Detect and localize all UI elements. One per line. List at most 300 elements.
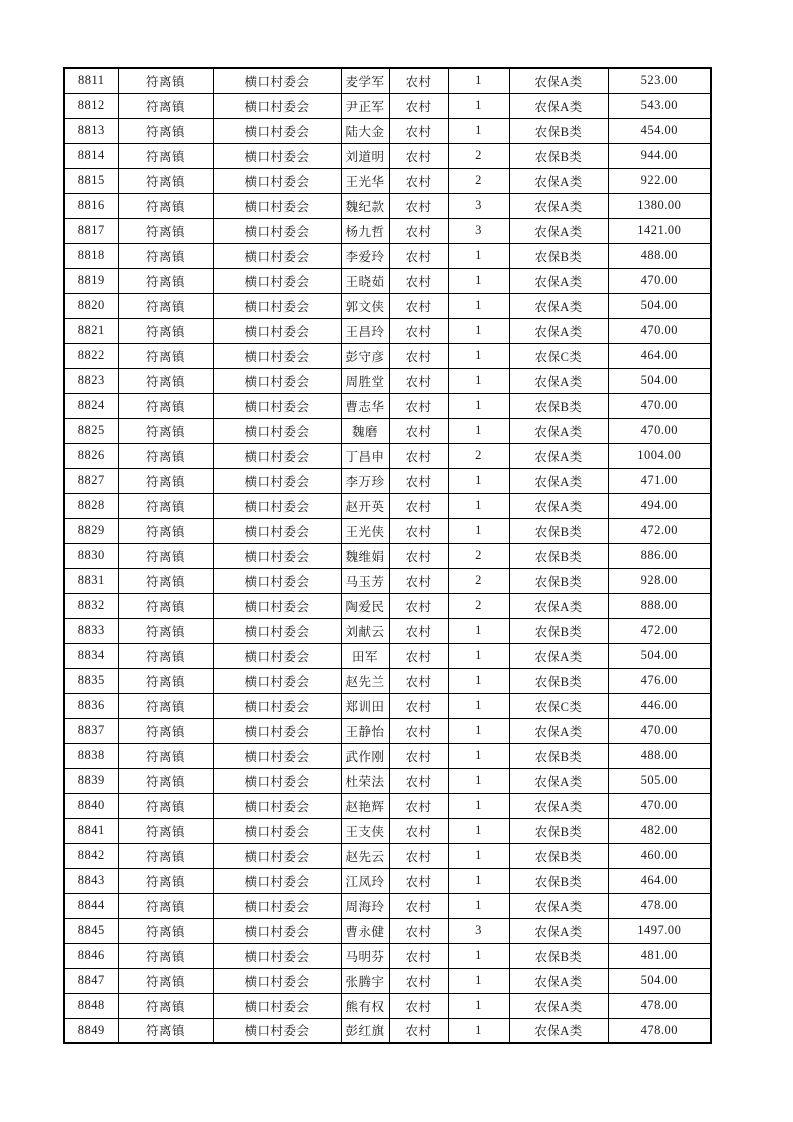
cell-household-type: 农村	[389, 118, 448, 143]
cell-town: 符离镇	[118, 118, 213, 143]
cell-town: 符离镇	[118, 668, 213, 693]
cell-insurance-category: 农保B类	[509, 743, 608, 768]
cell-town: 符离镇	[118, 643, 213, 668]
cell-sequence-number: 8836	[64, 693, 118, 718]
cell-person-name: 赵艳辉	[341, 793, 389, 818]
cell-village-committee: 横口村委会	[213, 643, 341, 668]
cell-village-committee: 横口村委会	[213, 243, 341, 268]
cell-amount: 470.00	[608, 793, 711, 818]
cell-village-committee: 横口村委会	[213, 418, 341, 443]
cell-person-name: 曹志华	[341, 393, 389, 418]
cell-person-name: 彭红旗	[341, 1018, 389, 1043]
cell-village-committee: 横口村委会	[213, 793, 341, 818]
cell-household-type: 农村	[389, 168, 448, 193]
cell-sequence-number: 8824	[64, 393, 118, 418]
cell-sequence-number: 8843	[64, 868, 118, 893]
cell-amount: 504.00	[608, 368, 711, 393]
cell-insurance-category: 农保A类	[509, 93, 608, 118]
cell-village-committee: 横口村委会	[213, 93, 341, 118]
cell-sequence-number: 8811	[64, 68, 118, 93]
cell-household-type: 农村	[389, 268, 448, 293]
table-row	[64, 293, 711, 318]
cell-sequence-number: 8814	[64, 143, 118, 168]
cell-village-committee: 横口村委会	[213, 618, 341, 643]
cell-village-committee: 横口村委会	[213, 568, 341, 593]
cell-amount: 470.00	[608, 393, 711, 418]
cell-person-name: 麦学军	[341, 68, 389, 93]
cell-person-count: 1	[448, 343, 509, 368]
cell-village-committee: 横口村委会	[213, 1018, 341, 1043]
cell-town: 符离镇	[118, 1018, 213, 1043]
cell-sequence-number: 8828	[64, 493, 118, 518]
cell-amount: 471.00	[608, 468, 711, 493]
cell-amount: 1497.00	[608, 918, 711, 943]
cell-person-name: 魏磨	[341, 418, 389, 443]
cell-village-committee: 横口村委会	[213, 718, 341, 743]
cell-household-type: 农村	[389, 918, 448, 943]
cell-town: 符离镇	[118, 343, 213, 368]
cell-household-type: 农村	[389, 443, 448, 468]
cell-sequence-number: 8832	[64, 593, 118, 618]
cell-person-name: 杜荣法	[341, 768, 389, 793]
cell-household-type: 农村	[389, 218, 448, 243]
table-row	[64, 93, 711, 118]
cell-insurance-category: 农保A类	[509, 218, 608, 243]
cell-amount: 470.00	[608, 418, 711, 443]
cell-household-type: 农村	[389, 518, 448, 543]
cell-village-committee: 横口村委会	[213, 118, 341, 143]
cell-town: 符离镇	[118, 568, 213, 593]
table-row	[64, 893, 711, 918]
cell-amount: 482.00	[608, 818, 711, 843]
table-row	[64, 568, 711, 593]
cell-sequence-number: 8846	[64, 943, 118, 968]
cell-insurance-category: 农保A类	[509, 318, 608, 343]
cell-amount: 476.00	[608, 668, 711, 693]
cell-insurance-category: 农保B类	[509, 143, 608, 168]
cell-person-count: 1	[448, 768, 509, 793]
cell-person-name: 马玉芳	[341, 568, 389, 593]
cell-sequence-number: 8817	[64, 218, 118, 243]
table-row	[64, 668, 711, 693]
cell-village-committee: 横口村委会	[213, 268, 341, 293]
cell-town: 符离镇	[118, 393, 213, 418]
cell-town: 符离镇	[118, 443, 213, 468]
cell-town: 符离镇	[118, 843, 213, 868]
cell-household-type: 农村	[389, 543, 448, 568]
cell-amount: 464.00	[608, 868, 711, 893]
welfare-payment-table	[63, 67, 712, 1044]
cell-person-count: 1	[448, 693, 509, 718]
cell-person-name: 江凤玲	[341, 868, 389, 893]
cell-village-committee: 横口村委会	[213, 343, 341, 368]
cell-person-count: 1	[448, 968, 509, 993]
cell-person-name: 赵先兰	[341, 668, 389, 693]
cell-person-count: 1	[448, 818, 509, 843]
cell-insurance-category: 农保B类	[509, 818, 608, 843]
cell-town: 符离镇	[118, 893, 213, 918]
cell-village-committee: 横口村委会	[213, 943, 341, 968]
cell-town: 符离镇	[118, 818, 213, 843]
cell-person-count: 1	[448, 418, 509, 443]
cell-town: 符离镇	[118, 943, 213, 968]
cell-person-name: 彭守彦	[341, 343, 389, 368]
cell-person-name: 丁昌申	[341, 443, 389, 468]
cell-amount: 523.00	[608, 68, 711, 93]
cell-household-type: 农村	[389, 93, 448, 118]
table-row	[64, 368, 711, 393]
cell-insurance-category: 农保A类	[509, 1018, 608, 1043]
cell-person-count: 3	[448, 218, 509, 243]
cell-household-type: 农村	[389, 468, 448, 493]
cell-sequence-number: 8831	[64, 568, 118, 593]
cell-insurance-category: 农保B类	[509, 518, 608, 543]
cell-insurance-category: 农保A类	[509, 968, 608, 993]
cell-town: 符离镇	[118, 68, 213, 93]
cell-person-name: 熊有权	[341, 993, 389, 1018]
cell-sequence-number: 8823	[64, 368, 118, 393]
cell-insurance-category: 农保A类	[509, 593, 608, 618]
cell-insurance-category: 农保A类	[509, 493, 608, 518]
cell-household-type: 农村	[389, 593, 448, 618]
table-row	[64, 493, 711, 518]
cell-sequence-number: 8840	[64, 793, 118, 818]
cell-person-name: 刘献云	[341, 618, 389, 643]
cell-village-committee: 横口村委会	[213, 893, 341, 918]
cell-insurance-category: 农保C类	[509, 343, 608, 368]
cell-amount: 472.00	[608, 618, 711, 643]
cell-village-committee: 横口村委会	[213, 318, 341, 343]
cell-town: 符离镇	[118, 418, 213, 443]
cell-person-name: 魏纪款	[341, 193, 389, 218]
cell-person-count: 1	[448, 943, 509, 968]
cell-town: 符离镇	[118, 968, 213, 993]
table-row	[64, 318, 711, 343]
cell-person-name: 魏维娟	[341, 543, 389, 568]
cell-town: 符离镇	[118, 243, 213, 268]
cell-household-type: 农村	[389, 68, 448, 93]
cell-person-name: 武作刚	[341, 743, 389, 768]
cell-household-type: 农村	[389, 243, 448, 268]
cell-person-count: 1	[448, 493, 509, 518]
cell-insurance-category: 农保A类	[509, 293, 608, 318]
cell-person-count: 2	[448, 543, 509, 568]
cell-town: 符离镇	[118, 293, 213, 318]
cell-town: 符离镇	[118, 518, 213, 543]
cell-person-count: 1	[448, 1018, 509, 1043]
table-row	[64, 193, 711, 218]
cell-household-type: 农村	[389, 968, 448, 993]
cell-town: 符离镇	[118, 93, 213, 118]
table-row	[64, 643, 711, 668]
cell-person-name: 王静怡	[341, 718, 389, 743]
table-row	[64, 868, 711, 893]
cell-insurance-category: 农保B类	[509, 843, 608, 868]
cell-sequence-number: 8818	[64, 243, 118, 268]
cell-town: 符离镇	[118, 743, 213, 768]
cell-sequence-number: 8819	[64, 268, 118, 293]
cell-person-name: 杨九哲	[341, 218, 389, 243]
cell-person-count: 1	[448, 318, 509, 343]
cell-insurance-category: 农保B类	[509, 868, 608, 893]
cell-insurance-category: 农保A类	[509, 893, 608, 918]
cell-person-count: 1	[448, 668, 509, 693]
cell-town: 符离镇	[118, 193, 213, 218]
table-row	[64, 943, 711, 968]
cell-sequence-number: 8844	[64, 893, 118, 918]
cell-insurance-category: 农保C类	[509, 693, 608, 718]
cell-village-committee: 横口村委会	[213, 443, 341, 468]
cell-household-type: 农村	[389, 643, 448, 668]
cell-insurance-category: 农保A类	[509, 468, 608, 493]
table-row	[64, 768, 711, 793]
table-row	[64, 918, 711, 943]
table-row	[64, 218, 711, 243]
cell-amount: 470.00	[608, 718, 711, 743]
cell-person-name: 张腾宇	[341, 968, 389, 993]
cell-village-committee: 横口村委会	[213, 768, 341, 793]
cell-person-name: 赵开英	[341, 493, 389, 518]
table-row	[64, 743, 711, 768]
cell-amount: 460.00	[608, 843, 711, 868]
cell-person-name: 曹永健	[341, 918, 389, 943]
cell-person-name: 马明芬	[341, 943, 389, 968]
cell-household-type: 农村	[389, 843, 448, 868]
cell-sequence-number: 8841	[64, 818, 118, 843]
cell-insurance-category: 农保A类	[509, 443, 608, 468]
cell-person-count: 1	[448, 293, 509, 318]
table-row	[64, 393, 711, 418]
cell-sequence-number: 8816	[64, 193, 118, 218]
table-row	[64, 618, 711, 643]
cell-village-committee: 横口村委会	[213, 143, 341, 168]
cell-person-name: 王昌玲	[341, 318, 389, 343]
cell-sequence-number: 8848	[64, 993, 118, 1018]
cell-person-count: 2	[448, 593, 509, 618]
table-row	[64, 118, 711, 143]
cell-person-count: 1	[448, 793, 509, 818]
cell-sequence-number: 8849	[64, 1018, 118, 1043]
cell-amount: 928.00	[608, 568, 711, 593]
cell-household-type: 农村	[389, 818, 448, 843]
cell-person-name: 王支侠	[341, 818, 389, 843]
table-row	[64, 418, 711, 443]
table-row	[64, 518, 711, 543]
cell-amount: 470.00	[608, 318, 711, 343]
cell-person-count: 1	[448, 68, 509, 93]
cell-town: 符离镇	[118, 768, 213, 793]
cell-amount: 504.00	[608, 643, 711, 668]
cell-sequence-number: 8827	[64, 468, 118, 493]
cell-village-committee: 横口村委会	[213, 218, 341, 243]
cell-amount: 886.00	[608, 543, 711, 568]
cell-person-count: 2	[448, 143, 509, 168]
cell-household-type: 农村	[389, 1018, 448, 1043]
cell-village-committee: 横口村委会	[213, 693, 341, 718]
table-row	[64, 143, 711, 168]
cell-sequence-number: 8835	[64, 668, 118, 693]
cell-insurance-category: 农保B类	[509, 943, 608, 968]
table-row	[64, 818, 711, 843]
table-row	[64, 343, 711, 368]
cell-household-type: 农村	[389, 743, 448, 768]
cell-person-count: 1	[448, 468, 509, 493]
cell-village-committee: 横口村委会	[213, 293, 341, 318]
table-row	[64, 543, 711, 568]
cell-person-name: 王光华	[341, 168, 389, 193]
cell-person-count: 1	[448, 518, 509, 543]
cell-village-committee: 横口村委会	[213, 868, 341, 893]
table-row	[64, 468, 711, 493]
cell-insurance-category: 农保A类	[509, 68, 608, 93]
cell-village-committee: 横口村委会	[213, 493, 341, 518]
cell-person-name: 赵先云	[341, 843, 389, 868]
cell-village-committee: 横口村委会	[213, 518, 341, 543]
cell-amount: 464.00	[608, 343, 711, 368]
cell-person-count: 1	[448, 843, 509, 868]
table-row	[64, 718, 711, 743]
cell-town: 符离镇	[118, 468, 213, 493]
cell-person-name: 刘道明	[341, 143, 389, 168]
cell-amount: 922.00	[608, 168, 711, 193]
cell-amount: 478.00	[608, 893, 711, 918]
cell-person-count: 2	[448, 443, 509, 468]
cell-household-type: 农村	[389, 893, 448, 918]
cell-village-committee: 横口村委会	[213, 468, 341, 493]
cell-town: 符离镇	[118, 618, 213, 643]
cell-sequence-number: 8839	[64, 768, 118, 793]
cell-town: 符离镇	[118, 693, 213, 718]
cell-insurance-category: 农保B类	[509, 668, 608, 693]
cell-person-name: 王晓茹	[341, 268, 389, 293]
cell-amount: 488.00	[608, 743, 711, 768]
table-row	[64, 268, 711, 293]
cell-insurance-category: 农保A类	[509, 368, 608, 393]
cell-sequence-number: 8826	[64, 443, 118, 468]
cell-village-committee: 横口村委会	[213, 593, 341, 618]
cell-sequence-number: 8822	[64, 343, 118, 368]
cell-household-type: 农村	[389, 693, 448, 718]
cell-insurance-category: 农保A类	[509, 768, 608, 793]
cell-household-type: 农村	[389, 993, 448, 1018]
cell-person-count: 1	[448, 368, 509, 393]
cell-town: 符离镇	[118, 493, 213, 518]
cell-village-committee: 横口村委会	[213, 818, 341, 843]
cell-household-type: 农村	[389, 793, 448, 818]
cell-person-count: 1	[448, 868, 509, 893]
cell-household-type: 农村	[389, 368, 448, 393]
cell-amount: 481.00	[608, 943, 711, 968]
cell-insurance-category: 农保B类	[509, 568, 608, 593]
cell-amount: 488.00	[608, 243, 711, 268]
cell-sequence-number: 8813	[64, 118, 118, 143]
cell-person-count: 1	[448, 118, 509, 143]
cell-amount: 504.00	[608, 293, 711, 318]
cell-household-type: 农村	[389, 143, 448, 168]
cell-household-type: 农村	[389, 293, 448, 318]
cell-insurance-category: 农保B类	[509, 118, 608, 143]
cell-person-name: 陆大金	[341, 118, 389, 143]
cell-sequence-number: 8845	[64, 918, 118, 943]
cell-town: 符离镇	[118, 318, 213, 343]
cell-village-committee: 横口村委会	[213, 168, 341, 193]
cell-person-name: 田军	[341, 643, 389, 668]
cell-person-count: 1	[448, 718, 509, 743]
cell-village-committee: 横口村委会	[213, 993, 341, 1018]
cell-person-count: 3	[448, 193, 509, 218]
table-row	[64, 1018, 711, 1043]
cell-household-type: 农村	[389, 768, 448, 793]
cell-village-committee: 横口村委会	[213, 193, 341, 218]
cell-sequence-number: 8847	[64, 968, 118, 993]
cell-sequence-number: 8838	[64, 743, 118, 768]
cell-person-name: 陶爱民	[341, 593, 389, 618]
cell-person-name: 郑训田	[341, 693, 389, 718]
table-row	[64, 793, 711, 818]
cell-amount: 478.00	[608, 1018, 711, 1043]
cell-amount: 944.00	[608, 143, 711, 168]
cell-insurance-category: 农保A类	[509, 268, 608, 293]
table-row	[64, 693, 711, 718]
cell-amount: 454.00	[608, 118, 711, 143]
cell-town: 符离镇	[118, 168, 213, 193]
cell-person-count: 1	[448, 243, 509, 268]
cell-town: 符离镇	[118, 868, 213, 893]
cell-sequence-number: 8820	[64, 293, 118, 318]
cell-village-committee: 横口村委会	[213, 68, 341, 93]
cell-village-committee: 横口村委会	[213, 368, 341, 393]
cell-village-committee: 横口村委会	[213, 668, 341, 693]
cell-person-name: 尹正军	[341, 93, 389, 118]
cell-household-type: 农村	[389, 943, 448, 968]
cell-person-name: 郭文侠	[341, 293, 389, 318]
table-row	[64, 593, 711, 618]
table-row	[64, 443, 711, 468]
cell-household-type: 农村	[389, 193, 448, 218]
cell-person-count: 1	[448, 643, 509, 668]
cell-sequence-number: 8837	[64, 718, 118, 743]
cell-sequence-number: 8830	[64, 543, 118, 568]
cell-sequence-number: 8834	[64, 643, 118, 668]
cell-town: 符离镇	[118, 918, 213, 943]
cell-household-type: 农村	[389, 668, 448, 693]
cell-town: 符离镇	[118, 718, 213, 743]
cell-insurance-category: 农保B类	[509, 393, 608, 418]
cell-insurance-category: 农保B类	[509, 243, 608, 268]
cell-village-committee: 横口村委会	[213, 968, 341, 993]
cell-person-name: 李万珍	[341, 468, 389, 493]
cell-sequence-number: 8815	[64, 168, 118, 193]
cell-insurance-category: 农保B类	[509, 543, 608, 568]
table-row	[64, 243, 711, 268]
table-row	[64, 968, 711, 993]
cell-household-type: 农村	[389, 568, 448, 593]
cell-household-type: 农村	[389, 868, 448, 893]
cell-person-count: 3	[448, 918, 509, 943]
cell-sequence-number: 8812	[64, 93, 118, 118]
cell-insurance-category: 农保A类	[509, 718, 608, 743]
cell-town: 符离镇	[118, 268, 213, 293]
cell-person-count: 2	[448, 568, 509, 593]
cell-insurance-category: 农保A类	[509, 168, 608, 193]
cell-household-type: 农村	[389, 393, 448, 418]
cell-sequence-number: 8821	[64, 318, 118, 343]
cell-insurance-category: 农保A类	[509, 793, 608, 818]
cell-person-count: 1	[448, 743, 509, 768]
table-row	[64, 843, 711, 868]
cell-person-count: 1	[448, 93, 509, 118]
cell-insurance-category: 农保B类	[509, 618, 608, 643]
